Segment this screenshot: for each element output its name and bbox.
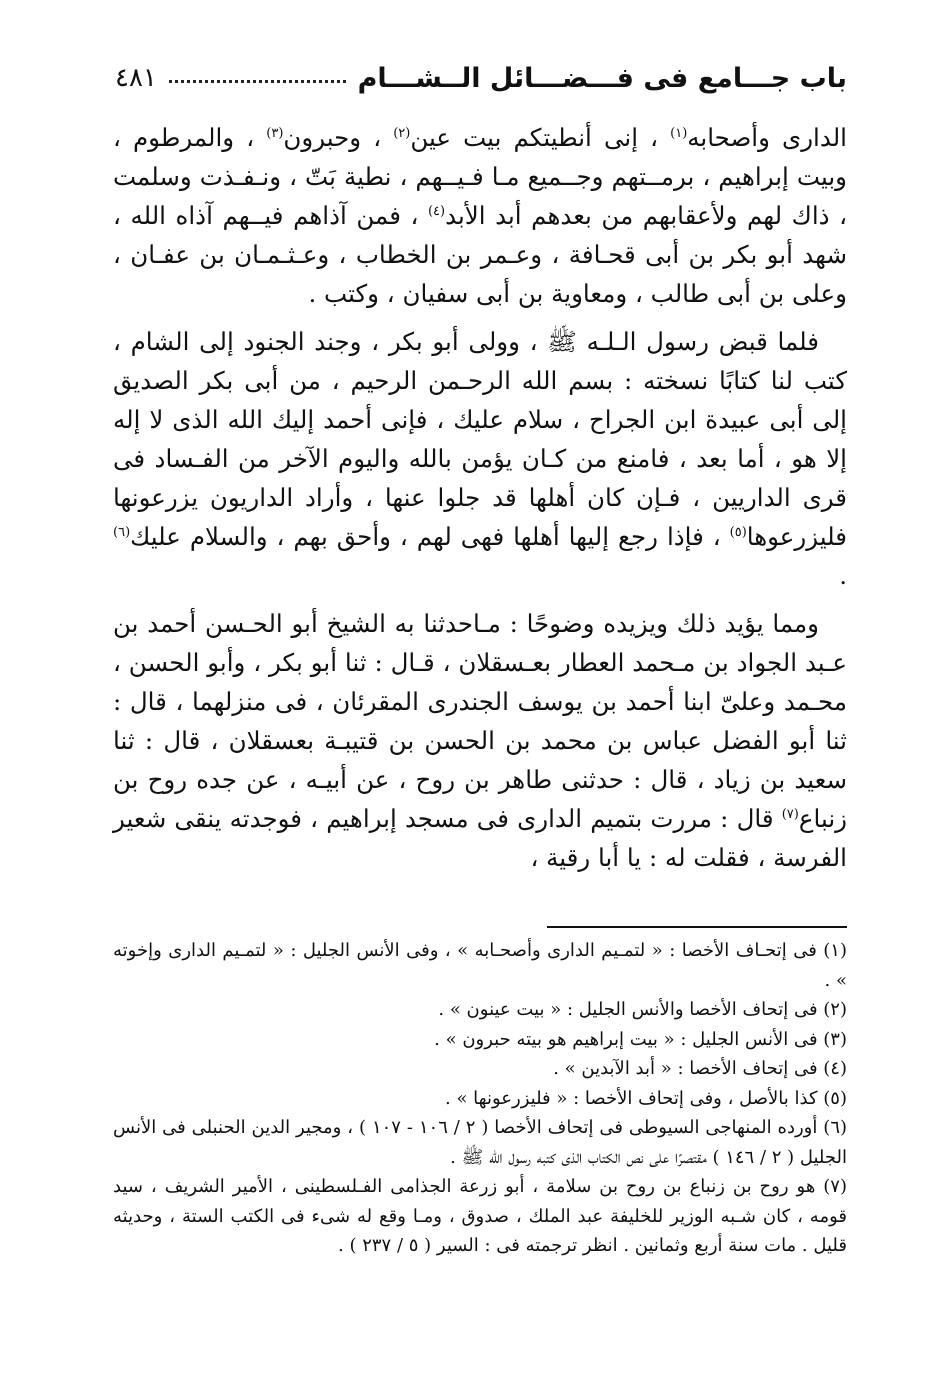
text-segment: فلما قبض رسول الـلـه ﷺ ، وولى أبو بكر ، وجند الجنود إلى الشام ، كتب لنا كتابًا نسخته : بسم الله الرحـمن الرحيم ، من أبى بكر الصديق إلى أبى عبيدة ابن الجراح ، سلام عليك ، فإنى أحمد إليك الله الذى لا إله إلا هو ، أما بعد ، فامنع من كـان يؤمن بالله واليوم الآخر من الفـساد فى قرى الداريين ، فـإن كان أهلها قد جلوا عنها ، وأراد الداريون يزرعونها فليزرعوها [113,327,847,551]
text-segment: الدارى وأصحابه [687,123,847,152]
text-segment: ، إنى أنطيتكم بيت عين [410,123,671,152]
footnote-separator [547,926,847,928]
running-header [115,58,847,98]
footnote-marker-2: (٢) [393,126,411,141]
text-segment: ، والمرطوم ، وبيت إبراهيم ، برمــتهم وجــميع مـا فـيــهم ، نطية بَتّ ، ونـفـذت وسلمت ، ذاك لهم ولأعقابهم من بعدهم أبد الأبد [113,123,847,230]
footnote-marker-5: (٥) [729,525,747,540]
footnote-1: (١) فى إتحـاف الأخصا : « لتمـيم الدارى وأصحـابه » ، وفى الأنس الجليل : « لتمـيم الدارى وإخوته » . [113,940,847,991]
paragraph-3 [113,604,847,877]
footnote-4: (٤) فى إتحاف الأخصا : « أبد الآبدين » . [553,1058,847,1079]
footnote-marker-3: (٣) [266,126,284,141]
paragraph-1 [113,118,847,313]
footnote-5: (٥) كذا بالأصل ، وفى إتحاف الأخصا : « فليزرعونها » . [445,1087,847,1109]
footnotes [113,936,847,1261]
footnote-marker-6: (٦) [113,525,131,540]
footnote-2: (٢) فى إتحاف الأخصا والأنس الجليل : « بيت عينون » . [438,999,847,1020]
text-segment: . [839,561,847,590]
footnote-7: (٧) هو روح بن زنباع بن روح بن سلامة ، أبو زرعة الجذامى الفـلسطينى ، الأمير الشريف ، سيد قومه ، كان شـبه الوزير للخليفة عبد الملك ، صدوق ، ومـا وقع له شىء فى الكتب الستة ، وحديثه قليل . مات سنة أربع وثمانين . انظر ترجمته فى : السير ( ٥ / ٢٣٧ ) . [113,1176,847,1256]
footnote-marker-7: (٧) [781,807,799,822]
text-segment: ، فإذا رجع إليها أهلها فهى لهم ، وأحق بهم ، والسلام عليك [130,522,730,551]
text-segment: ، وحبرون [283,123,394,152]
paragraph-2 [113,322,847,595]
chapter-title: باب جـــامع فى فـــضـــائل الــشـــام [357,62,847,94]
text-segment: قال : مررت بتميم الدارى فى مسجد إبراهيم ، فوجدته ينقى شعير الفرسة ، فقلت له : يا أبا رقية ، [113,804,847,872]
page-number: ٤٨١ [115,63,157,93]
footnote-3: (٣) فى الأنس الجليل : « بيت إبراهيم هو بيته حبرون » . [434,1028,847,1050]
footnote-marker-4: (٤) [427,204,446,219]
text-segment: ، فمن آذاهم فيــهم آذاه الله ، شهد أبو بكر بن أبى قحـافة ، وعـمر بن الخطاب ، وعـثـمـان بن عفـان ، وعلى بن أبى طالب ، ومعاوية بن أبى سفيان ، وكتب . [113,201,847,308]
main-text [113,118,847,886]
header-dotted-leader [169,80,346,83]
text-segment: ومما يؤيد ذلك ويزيده وضوحًا : مـاحدثنا به الشيخ أبو الحـسن أحمد بن عـبد الجواد بن مـحمد العطار بعـسقلان ، قـال : ثنا أبو بكر ، وأبو الحسن ، محـمد وعلىّ ابنا أحمد بن يوسف الجندرى المقرئان ، فى منزلهما ، قال : ثنا أبو الفضل عباس بن محمد بن الحسن بن قتيبـة بعسقلان ، قال : ثنا سعيد بن زياد ، قال : حدثنى طاهر بن روح ، عن أبيـه ، عن جده روح بن زنباع [113,609,847,833]
footnote-marker-1: (١) [670,126,688,141]
footnote-6: (٦) أورده المنهاجى السيوطى فى إتحاف الأخصا ( ٢ / ١٠٦ - ١٠٧ ) ، ومجير الدين الحنبلى فى الأنس الجليل ( ٢ / ١٤٦ ) مقتصرًا على نص الكتاب الذى كتبه رسول الله ﷺ . [113,1117,848,1168]
